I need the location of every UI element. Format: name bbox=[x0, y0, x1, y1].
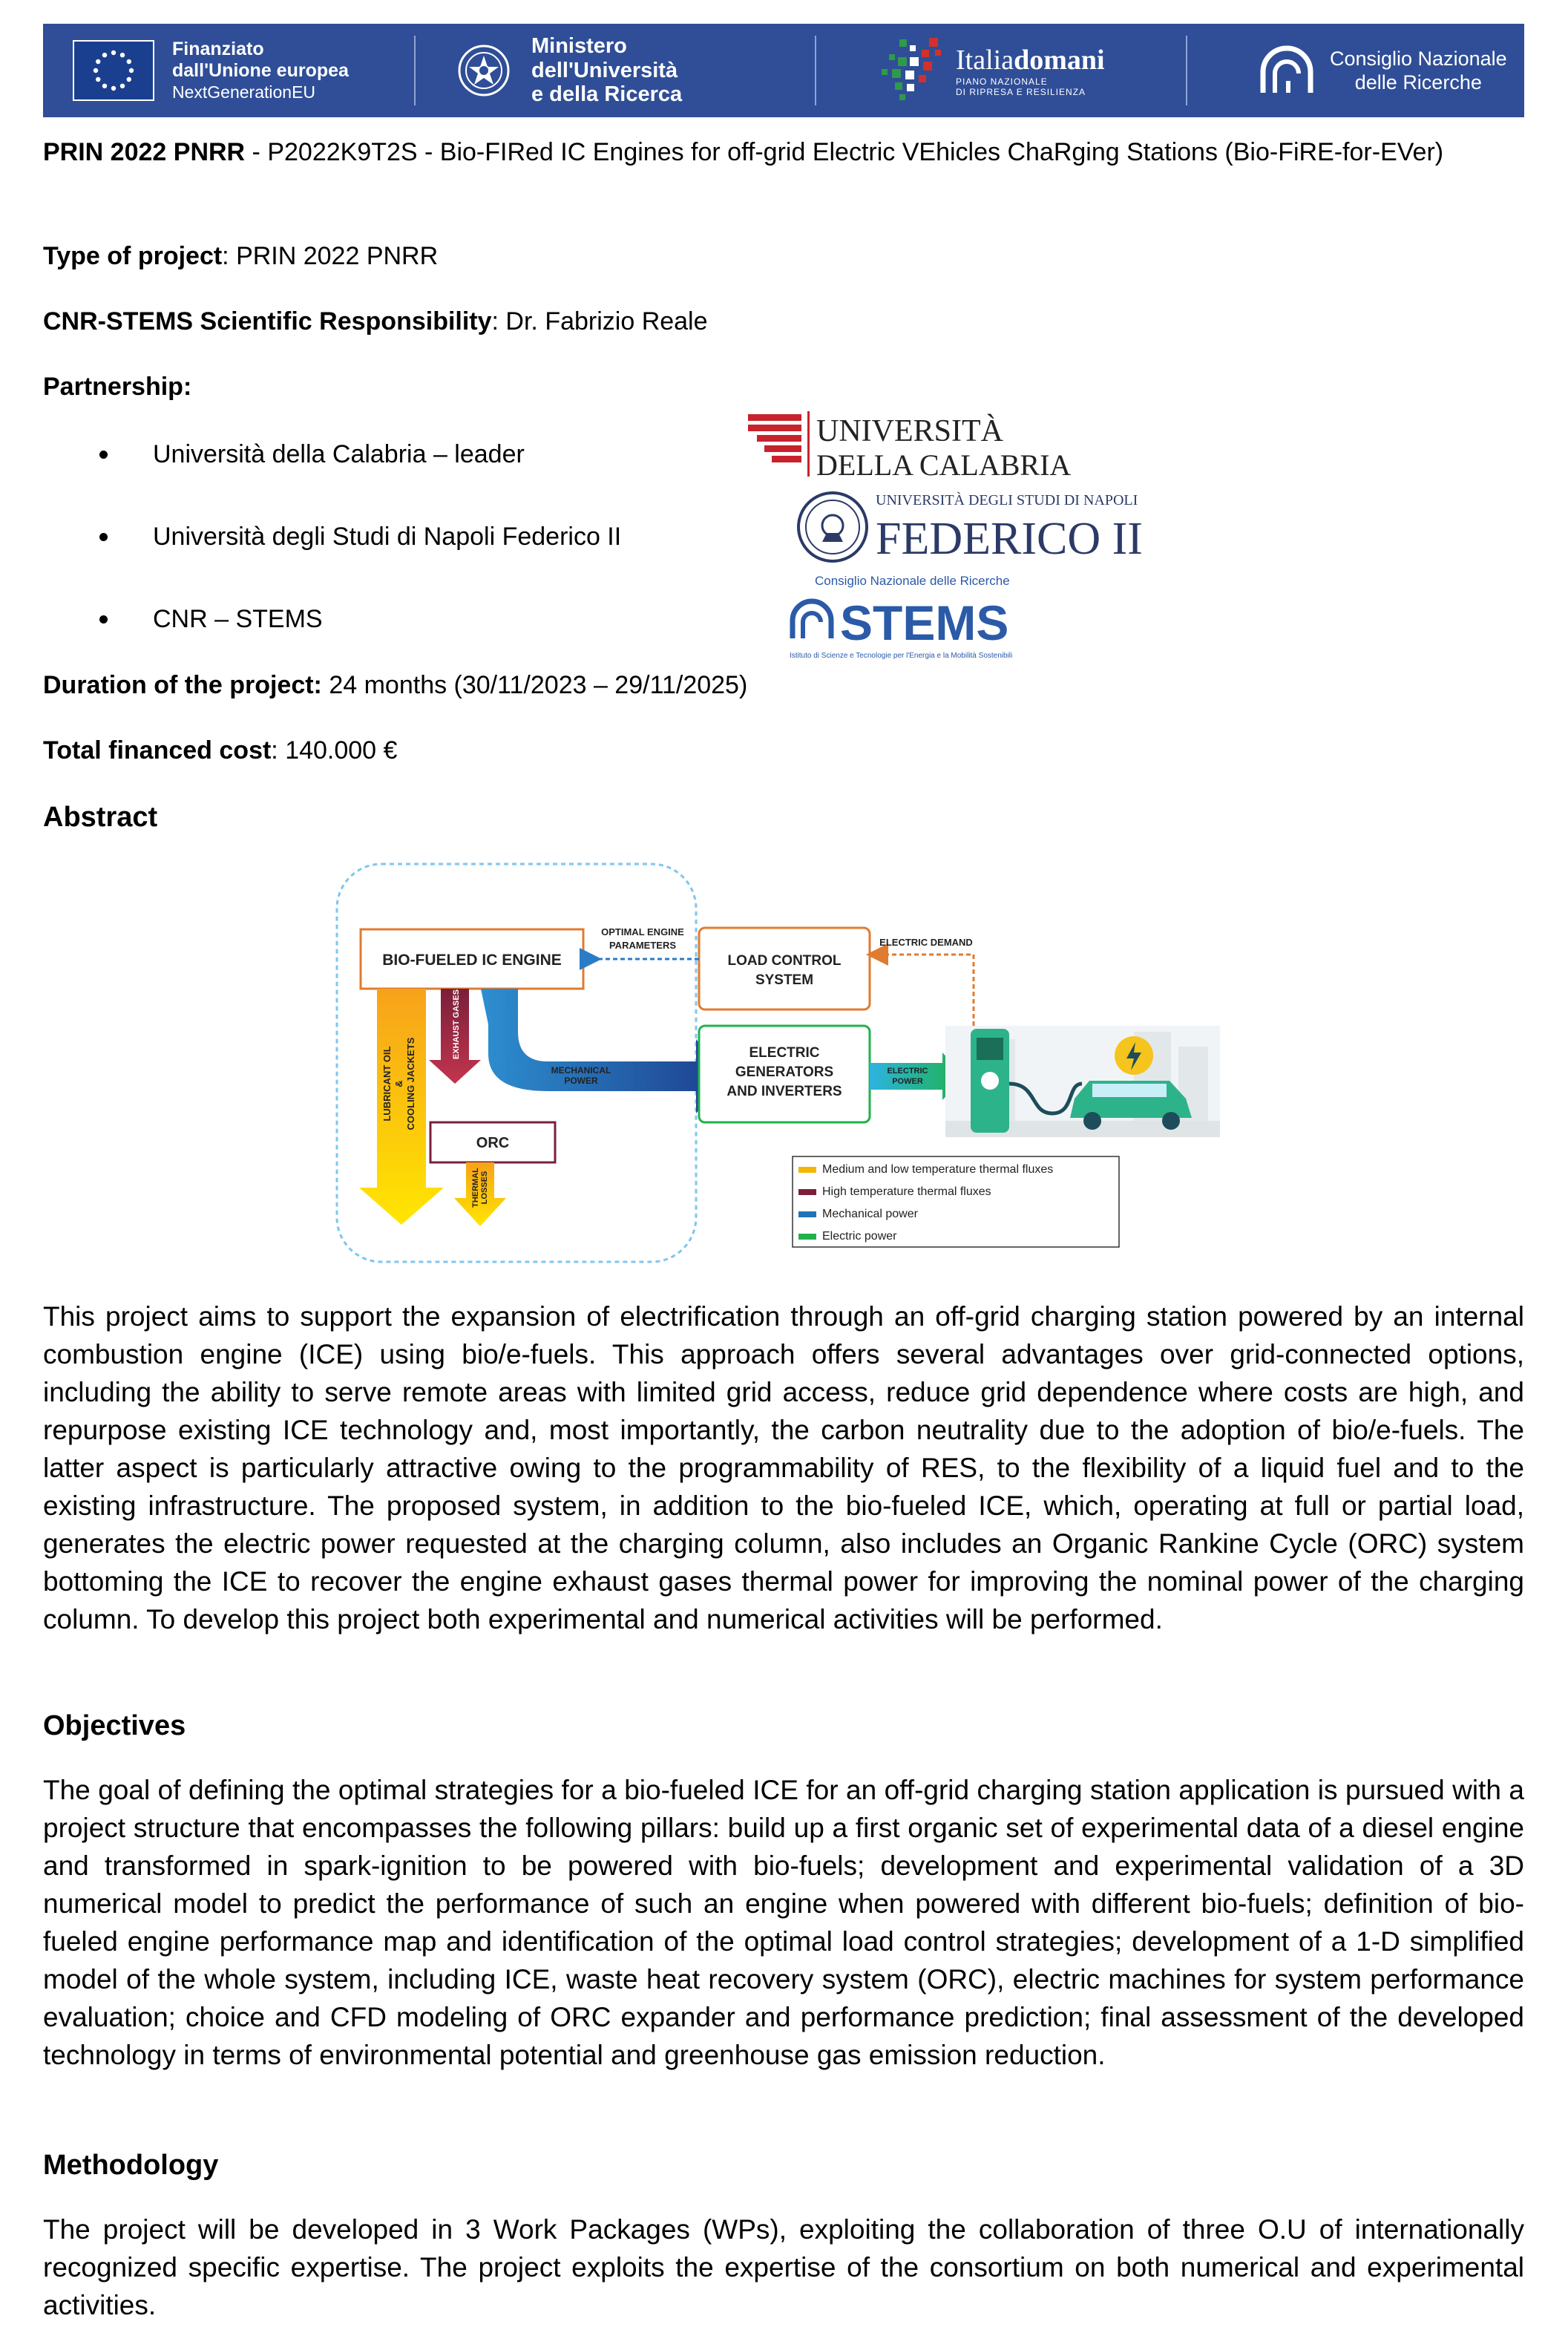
cnr-text bbox=[1330, 47, 1507, 95]
italiadomani-name-a: Italia bbox=[956, 44, 1014, 76]
type-label: Type of project bbox=[43, 242, 223, 270]
legend-label: Mechanical power bbox=[822, 1208, 918, 1220]
eu-line-3: NextGenerationEU bbox=[172, 82, 316, 102]
abstract-paragraph: This project aims to support the expansion of electrification through an off-grid charging station powered by an internal combustion engine (ICE) using bio/e-fuels. This approach offers several advantages over grid-connected options, including the ability to serve remote areas with limited grid access, reduce grid dependence where costs are high, and repurpose existing ICE technology and, most importantly, the carbon neutrality due to the adoption of bio/e-fuels. The latter aspect is particularly attractive owing to the programmability of RES, to the flexibility of a liquid fuel and to the existing infrastructure. The proposed system, in addition to the bio-fueled ICE, which, operating at full or partial load, generates the electric power requested at the charging column, also includes an Organic Rankine Cycle (ORC) system bottoming the ICE to recover the engine exhaust gases thermal power for improving the nominal power of the charging column. To develop this project both experimental and numerical activities will be performed. bbox=[43, 1301, 1524, 1634]
eu-line-1: Finanziato bbox=[172, 38, 264, 59]
partnership-label bbox=[43, 368, 191, 405]
partner-name: CNR – STEMS bbox=[153, 605, 323, 633]
generators-label-2: GENERATORS bbox=[735, 1064, 834, 1080]
partnership-label-text: Partnership: bbox=[43, 373, 192, 401]
ministry-line-2: dell'Università bbox=[531, 58, 678, 82]
financed-cost bbox=[43, 732, 397, 769]
unical-line-1: UNIVERSITÀ bbox=[816, 414, 1003, 448]
legend-swatch bbox=[798, 1211, 816, 1217]
legend-swatch bbox=[798, 1167, 816, 1173]
type-of-project bbox=[43, 238, 438, 275]
objectives-heading: Objectives bbox=[43, 1710, 186, 1741]
legend-label: Electric power bbox=[822, 1230, 897, 1243]
exhaust-label: EXHAUST GASES bbox=[452, 989, 461, 1060]
cost-value: : 140.000 € bbox=[271, 736, 398, 765]
legend-swatch bbox=[798, 1189, 816, 1195]
partner-name: Università degli Studi di Napoli Federico II bbox=[153, 523, 622, 551]
eu-text bbox=[172, 39, 349, 102]
methodology-heading: Methodology bbox=[43, 2150, 219, 2181]
diagram-legend bbox=[793, 1156, 1119, 1247]
eu-line-2: dall'Unione europea bbox=[172, 60, 349, 82]
cnr-line-2: delle Ricerche bbox=[1354, 71, 1482, 94]
charging-station-illustration bbox=[945, 1026, 1220, 1137]
thermal-label-1: THERMAL bbox=[471, 1168, 480, 1208]
lubricant-label-3: COOLING JACKETS bbox=[405, 1037, 416, 1130]
italiadomani-sub-1: PIANO NAZIONALE bbox=[956, 76, 1048, 87]
unical-line-2: DELLA CALABRIA bbox=[816, 448, 1072, 482]
lubricant-label-1: LUBRICANT OIL bbox=[381, 1046, 393, 1122]
bullet-dot bbox=[99, 615, 108, 624]
project-title-rest: - P2022K9T2S - Bio-FIRed IC Engines for off-grid Electric VEhicles ChaRging Stations (Bio-FiRE-for-EVer) bbox=[245, 138, 1444, 166]
opt-params-label-2: PARAMETERS bbox=[608, 940, 677, 951]
legend-label: High temperature thermal fluxes bbox=[822, 1185, 991, 1198]
cnr-logo-icon bbox=[1256, 41, 1322, 100]
federico-ii-logo bbox=[796, 488, 1143, 566]
ministry-text bbox=[531, 34, 682, 106]
generators-label-1: ELECTRIC bbox=[749, 1045, 820, 1061]
project-title bbox=[43, 134, 1520, 171]
methodology-paragraph: The project will be developed in 3 Work Packages (WPs), exploiting the collaboration of three O.U of internationally recognized specific expertise. The project exploits the expertise of the consortium on both numerical and experimental activities. bbox=[43, 2214, 1524, 2320]
cnr-logo-block bbox=[1187, 24, 1524, 117]
load-control-label-1: LOAD CONTROL bbox=[727, 953, 842, 969]
eu-logo-block bbox=[43, 24, 416, 117]
engine-label: BIO-FUELED IC ENGINE bbox=[382, 952, 562, 969]
ministry-line-1: Ministero bbox=[531, 34, 627, 59]
italiadomani-logo-block bbox=[816, 24, 1187, 117]
stems-name-text: STEMS bbox=[840, 595, 1009, 650]
italiadomani-name bbox=[956, 44, 1105, 76]
partner-name: Università della Calabria – leader bbox=[153, 440, 525, 468]
italian-emblem-icon bbox=[454, 41, 514, 100]
cnr-line-1: Consiglio Nazionale bbox=[1330, 47, 1507, 70]
abstract-heading: Abstract bbox=[43, 802, 158, 833]
load-control-label-2: SYSTEM bbox=[755, 972, 814, 988]
italiadomani-name-b: domani bbox=[1014, 44, 1105, 76]
italiadomani-sub-2: DI RIPRESA E RESILIENZA bbox=[956, 87, 1086, 97]
system-diagram bbox=[332, 861, 1230, 1269]
opt-params-label-1: OPTIMAL ENGINE bbox=[601, 926, 684, 937]
duration bbox=[43, 667, 747, 704]
orc-label: ORC bbox=[476, 1135, 510, 1151]
duration-value: 24 months (30/11/2023 – 29/11/2025) bbox=[321, 671, 748, 699]
bullet-dot bbox=[99, 533, 108, 541]
cost-label: Total financed cost bbox=[43, 736, 272, 765]
federico-big-text: FEDERICO II bbox=[876, 514, 1143, 564]
duration-label: Duration of the project: bbox=[43, 671, 322, 699]
generators-label-3: AND INVERTERS bbox=[726, 1084, 842, 1099]
stems-top-text: Consiglio Nazionale delle Ricerche bbox=[815, 574, 1010, 588]
unical-logo bbox=[742, 407, 1072, 484]
eu-flag-icon bbox=[73, 40, 154, 101]
stems-logo bbox=[785, 572, 1067, 662]
type-value: : PRIN 2022 PNRR bbox=[222, 242, 439, 270]
project-code: PRIN 2022 PNRR bbox=[43, 138, 246, 166]
legend-label: Medium and low temperature thermal fluxes bbox=[822, 1163, 1054, 1176]
lubricant-label-2: & bbox=[393, 1080, 404, 1087]
italiadomani-text bbox=[956, 44, 1105, 98]
italiadomani-pixel-icon bbox=[877, 35, 951, 106]
mech-power-label-2: POWER bbox=[564, 1076, 598, 1086]
load-control-box bbox=[699, 928, 870, 1009]
elec-power-label-1: ELECTRIC bbox=[887, 1067, 928, 1076]
resp-label: CNR-STEMS Scientific Responsibility bbox=[43, 307, 492, 336]
stems-sub-text: Istituto di Scienze e Tecnologie per l'Energia e la Mobilità Sostenibili bbox=[790, 652, 1013, 660]
mech-power-label-1: MECHANICAL bbox=[551, 1065, 611, 1076]
scientific-responsibility bbox=[43, 303, 708, 340]
electric-demand-label: ELECTRIC DEMAND bbox=[879, 937, 973, 948]
funding-banner bbox=[43, 24, 1524, 117]
resp-value: : Dr. Fabrizio Reale bbox=[491, 307, 708, 336]
bullet-dot bbox=[99, 451, 108, 459]
ministry-line-3: e della Ricerca bbox=[531, 82, 683, 107]
federico-small-text: UNIVERSITÀ DEGLI STUDI DI NAPOLI bbox=[876, 492, 1138, 508]
objectives-paragraph: The goal of defining the optimal strategies for a bio-fueled ICE for an off-grid charging station application is pursued with a project structure that encompasses the following pillars: build up a first organic set of experimental data of a diesel engine and transformed in spark-ignition to be powered with bio-fuels; development and experimental validation of a 3D numerical model to predict the performance of such an engine when powered with different bio-fuels; definition of bio-fueled engine performance map and identification of the optimal load control strategies; development of a 1-D simplified model of the whole system, including ICE, waste heat recovery system (ORC), electric machines for system performance evaluation; choice and CFD modeling of ORC expander and performance prediction; final assessment of the developed technology in terms of environmental potential and greenhouse gas emission reduction. bbox=[43, 1775, 1524, 2070]
elec-power-label-2: POWER bbox=[892, 1077, 923, 1086]
legend-swatch bbox=[798, 1234, 816, 1240]
ministry-logo-block bbox=[416, 24, 816, 117]
thermal-label-2: LOSSES bbox=[480, 1171, 489, 1205]
